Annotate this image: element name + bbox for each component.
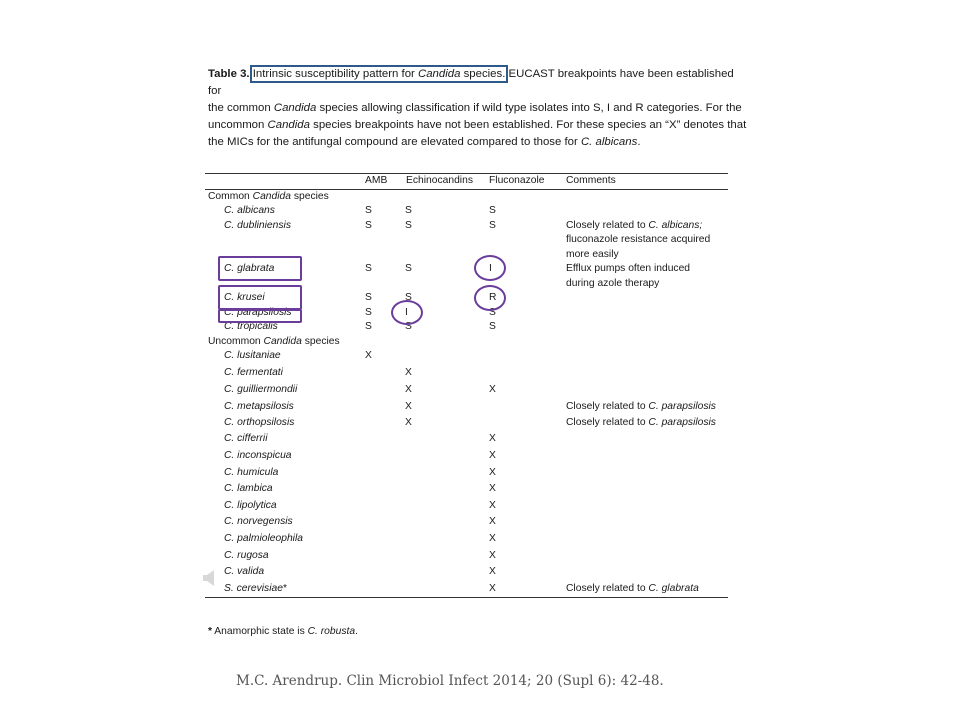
species-name: C. metapsilosis <box>224 401 294 412</box>
species-name: C. inconspicua <box>224 450 292 461</box>
fluco-value: X <box>489 516 496 527</box>
header-amb: AMB <box>365 175 388 186</box>
echino-value: X <box>405 401 412 412</box>
caption-line4-pre: the MICs for the antifungal compound are elevated compared to those for <box>208 136 581 148</box>
species-name: C. orthopsilosis <box>224 417 295 428</box>
fluco-value: X <box>489 566 496 577</box>
fluco-value: X <box>489 467 496 478</box>
footnote-species: C. robusta <box>307 626 356 637</box>
species-name: C. valida <box>224 566 265 577</box>
fluco-value: X <box>489 384 496 395</box>
echino-value: X <box>405 367 412 378</box>
species-name: C. dubliniensis <box>224 220 291 231</box>
comment-line: more easily <box>566 249 619 260</box>
caption-title-highlight <box>253 68 506 80</box>
species-footnote-mark: * <box>282 583 287 594</box>
amb-value: S <box>365 307 372 318</box>
fluco-value: I <box>489 263 492 274</box>
group-common <box>208 190 329 203</box>
header-comments: Comments <box>566 175 616 186</box>
caption-line3-genus: Candida <box>267 119 310 131</box>
group-uncommon-post: species <box>301 336 340 347</box>
species-name: C. fermentati <box>224 367 283 378</box>
highlight-circle-glabrata-fluconazole <box>474 255 506 281</box>
amb-value: S <box>365 292 372 303</box>
caption-line2-genus: Candida <box>273 102 317 114</box>
comment-line: fluconazole resistance acquired <box>566 234 711 245</box>
comment-line: during azole therapy <box>566 278 660 289</box>
table-bottom-rule <box>205 597 728 598</box>
caption-line4-post: . <box>637 136 641 148</box>
fluco-value: X <box>489 583 496 594</box>
caption-title-pre: Intrinsic susceptibility pattern for <box>252 68 418 80</box>
comment-line <box>566 219 702 232</box>
comment-line <box>566 416 716 429</box>
highlight-box-glabrata <box>218 256 302 281</box>
group-uncommon-genus: Candida <box>263 336 302 347</box>
species-italic: S. cerevisiae <box>224 583 283 594</box>
species-name: C. parapsilosis <box>224 307 292 318</box>
amb-value: S <box>365 263 372 274</box>
caption-line4-species: C. albicans <box>580 136 638 148</box>
amb-value: S <box>365 321 372 332</box>
footnote-end: . <box>355 626 358 637</box>
caption-line1-rest: EUCAST breakpoints have been established for <box>208 68 734 97</box>
fluco-value: X <box>489 433 496 444</box>
header-echinocandins: Echinocandins <box>406 175 473 186</box>
echino-value: I <box>405 307 408 318</box>
group-uncommon-pre: Uncommon <box>208 336 264 347</box>
species-name: C. lambica <box>224 483 273 494</box>
highlight-circle-krusei-fluconazole <box>474 285 506 311</box>
highlight-box-parapsilosis <box>218 309 302 323</box>
citation: M.C. Arendrup. Clin Microbiol Infect 2014; 20 (Supl 6): 42-48. <box>236 673 664 689</box>
species-name: C. lipolytica <box>224 500 277 511</box>
group-common-post: species <box>291 191 329 202</box>
comment-species: C. albicans; <box>648 220 703 231</box>
comment-text: Closely related to <box>566 583 649 594</box>
speaker-icon[interactable] <box>203 568 215 588</box>
amb-value: S <box>365 220 372 231</box>
comment-text: Closely related to <box>566 401 649 412</box>
amb-value: X <box>365 350 372 361</box>
fluco-value: R <box>489 292 497 303</box>
comment-species: C. glabrata <box>648 583 699 594</box>
fluco-value: X <box>489 483 496 494</box>
species-name: C. guilliermondii <box>224 384 298 395</box>
species-name: C. palmioleophila <box>224 533 303 544</box>
fluco-value: X <box>489 550 496 561</box>
echino-value: X <box>405 384 412 395</box>
group-common-genus: Candida <box>252 191 291 202</box>
species-name: C. tropicalis <box>224 321 278 332</box>
amb-value: S <box>365 205 372 216</box>
species-name: C. krusei <box>224 292 265 303</box>
species-name: C. albicans <box>224 205 275 216</box>
caption-title-post: species. <box>460 68 506 80</box>
comment-line <box>566 582 699 595</box>
caption-line2-post: species allowing classification if wild type isolates into S, I and R categories. For the <box>316 102 742 114</box>
comment-line <box>566 400 716 413</box>
echino-value: S <box>405 220 412 231</box>
species-name: C. humicula <box>224 467 279 478</box>
species-name-cerevisiae <box>224 582 287 595</box>
caption-line-4 <box>208 134 748 151</box>
comment-text: Closely related to <box>566 220 649 231</box>
species-name: C. glabrata <box>224 263 275 274</box>
comment-species: C. parapsilosis <box>648 417 716 428</box>
fluco-value: S <box>489 321 496 332</box>
caption-line-2 <box>208 100 748 117</box>
echino-value: S <box>405 321 412 332</box>
caption-line-1 <box>208 66 748 100</box>
table-caption <box>208 66 748 151</box>
echino-value: S <box>405 292 412 303</box>
comment-line: Efflux pumps often induced <box>566 263 691 274</box>
group-common-pre: Common <box>208 191 253 202</box>
species-name: C. norvegensis <box>224 516 293 527</box>
group-uncommon <box>208 335 340 348</box>
caption-line3-pre: uncommon <box>208 119 268 131</box>
caption-line2-pre: the common <box>208 102 274 114</box>
fluco-value: X <box>489 450 496 461</box>
caption-title-genus: Candida <box>417 68 461 80</box>
highlight-circle-parapsilosis-echinocandins <box>391 300 423 325</box>
caption-label: Table 3. <box>208 68 250 80</box>
echino-value: X <box>405 417 412 428</box>
echino-value: S <box>405 263 412 274</box>
species-name: C. cifferrii <box>224 433 268 444</box>
fluco-value: X <box>489 533 496 544</box>
table-top-rule <box>205 173 728 174</box>
footnote-text: Anamorphic state is <box>212 626 308 637</box>
header-fluconazole: Fluconazole <box>489 175 545 186</box>
comment-text: Closely related to <box>566 417 649 428</box>
species-name: C. rugosa <box>224 550 269 561</box>
caption-line-3 <box>208 117 748 134</box>
species-name: C. lusitaniae <box>224 350 281 361</box>
fluco-value: S <box>489 307 496 318</box>
fluco-value: S <box>489 205 496 216</box>
fluco-value: S <box>489 220 496 231</box>
echino-value: S <box>405 205 412 216</box>
caption-line3-post: species breakpoints have not been established. For these species an “X” denotes that <box>309 119 747 131</box>
fluco-value: X <box>489 500 496 511</box>
comment-species: C. parapsilosis <box>648 401 716 412</box>
table-footnote <box>208 626 358 637</box>
highlight-box-krusei <box>218 285 302 310</box>
footnote-star: * <box>208 626 213 637</box>
